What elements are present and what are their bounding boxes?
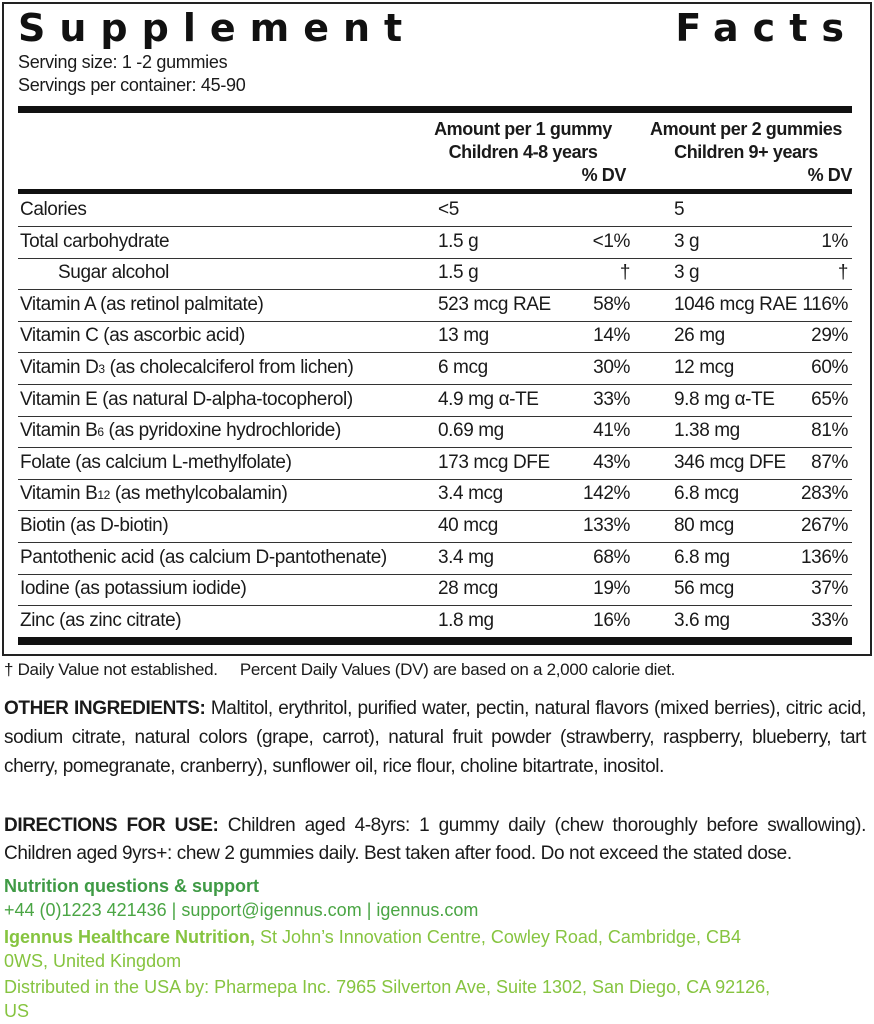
dv-1: 14% (593, 325, 630, 347)
dv-1: 16% (593, 609, 630, 631)
nutrient-name (20, 452, 292, 474)
directions-text: Children aged 4-8yrs: 1 gummy daily (chew thoroughly before swallowing). Children aged 9yrs+: chew 2 gummies daily. Best taken after food. Do not exceed the stated dose. (4, 815, 866, 864)
company-address (4, 925, 784, 973)
nutrient-label: Sugar alcohol (58, 262, 169, 284)
company-name: Igennus Healthcare Nutrition, (4, 927, 256, 947)
dv-2: 283% (801, 483, 848, 505)
table-row (18, 195, 852, 227)
amount-2: 26 mg (674, 325, 725, 347)
column-header-1 (420, 118, 626, 187)
nutrient-name (20, 515, 168, 537)
amount-2: 3 g (674, 230, 700, 252)
dv-1: 33% (593, 388, 630, 410)
nutrient-label: Vitamin D (20, 357, 99, 378)
nutrient-subscript: 12 (97, 488, 110, 503)
amount-1: 1.5 g (438, 230, 479, 252)
nutrient-source: (as pyridoxine hydrochloride) (103, 420, 341, 442)
amount-2: 1.38 mg (674, 420, 740, 442)
nutrient-label: Vitamin E (as natural D-alpha-tocopherol) (20, 388, 353, 410)
amount-1: 523 mcg RAE (438, 293, 551, 315)
other-ingredients-text: Maltitol, erythritol, purified water, pectin, natural flavors (mixed berries), citric acid, sodium citrate, natural colors (grape, carrot), natural fruit powder (strawberry, raspberry, blueberry, tart cherry, pomegranate, cranberry), sunflower oil, rice flour, choline bitartrate, inositol. (4, 698, 866, 777)
nutrient-name (20, 231, 169, 253)
amount-2: 9.8 mg α-TE (674, 388, 775, 410)
dv-2: 81% (811, 420, 848, 442)
dv-2: 60% (811, 357, 848, 378)
amount-2: 6.8 mcg (674, 483, 739, 505)
nutrient-label: Vitamin C (as ascorbic acid) (20, 325, 245, 347)
serving-size: Serving size: 1 -2 gummies (18, 52, 228, 72)
nutrient-label: Vitamin A (as retinol palmitate) (20, 293, 264, 315)
dv-2: 29% (811, 325, 848, 347)
support-heading: Nutrition questions & support (4, 876, 259, 896)
table-row (18, 385, 852, 417)
nutrient-name (20, 420, 341, 442)
distributor: Distributed in the USA by: Pharmepa Inc. 7965 Silverton Ave, Suite 1302, San Diego, CA 92126, US (4, 977, 771, 1021)
thick-divider (18, 189, 852, 194)
dv-1: 133% (583, 515, 630, 536)
amount-1: 3.4 mcg (438, 483, 503, 505)
dv-1: 68% (593, 546, 630, 568)
amount-1: <5 (438, 199, 459, 220)
dv-1: 41% (593, 420, 630, 442)
header-text: Amount per 2 gummies (649, 119, 843, 139)
footnote: † Daily Value not established. Percent Daily Values (DV) are based on a 2,000 calorie diet. (4, 660, 676, 679)
amount-2: 6.8 mg (674, 546, 730, 568)
nutrient-label: Calories (20, 199, 87, 220)
dv-1: 43% (593, 451, 630, 473)
amount-2: 12 mcg (674, 357, 734, 378)
directions (4, 812, 866, 868)
dv-2: † (837, 262, 848, 284)
dv-2: 267% (801, 515, 848, 536)
nutrient-name (20, 578, 246, 600)
amount-1: 13 mg (438, 325, 489, 347)
header-dv: % DV (581, 165, 626, 185)
nutrient-label: Biotin (as D-biotin) (20, 515, 169, 536)
amount-1: 3.4 mg (438, 546, 494, 568)
table-row (18, 574, 852, 606)
amount-1: 1.8 mg (438, 609, 494, 631)
dv-1: 58% (593, 293, 630, 315)
dv-1: 30% (593, 357, 630, 378)
dv-2: 37% (811, 578, 848, 600)
dv-1: 142% (583, 483, 630, 505)
table-row (18, 416, 852, 448)
dv-1: 19% (593, 578, 630, 600)
nutrient-label: Vitamin B (20, 483, 98, 505)
amount-2: 346 mcg DFE (674, 451, 786, 473)
nutrient-source: (as methylcobalamin) (109, 483, 288, 505)
amount-2: 3 g (674, 262, 700, 284)
amount-2: 5 (674, 199, 685, 220)
nutrient-name (20, 547, 387, 569)
title-word-facts: Facts (675, 6, 858, 50)
company-address-text: St John’s Innovation Centre, Cowley Road, Cambridge, CB4 0WS, United Kingdom (4, 927, 741, 971)
nutrient-name (20, 199, 87, 221)
amount-1: 4.9 mg α-TE (438, 388, 539, 410)
amount-2: 3.6 mg (674, 609, 730, 631)
amount-2: 56 mcg (674, 578, 734, 600)
amount-1: 1.5 g (438, 262, 479, 284)
nutrient-label: Folate (as calcium L-methylfolate) (20, 451, 292, 473)
table-row (18, 543, 852, 575)
amount-2: 80 mcg (674, 515, 734, 536)
title-word-supplement: Supplement (18, 6, 417, 50)
table-row (18, 227, 852, 259)
thick-divider (18, 637, 852, 645)
support-contact[interactable]: +44 (0)1223 421436 | support@igennus.com | igennus.com (4, 900, 479, 920)
nutrient-name (20, 389, 353, 411)
table-row (18, 479, 852, 511)
table-row (18, 321, 852, 353)
nutrient-source: (as cholecalciferol from lichen) (104, 357, 354, 378)
column-header-2 (640, 118, 852, 187)
table-row (18, 258, 852, 290)
amount-1: 28 mcg (438, 578, 498, 600)
dv-2: 1% (821, 230, 848, 252)
table-row (18, 606, 852, 638)
dv-2: 116% (802, 293, 848, 315)
table-row (18, 448, 852, 480)
servings-per-container: Servings per container: 45-90 (18, 75, 246, 95)
nutrient-label: Total carbohydrate (20, 230, 170, 252)
nutrient-name (20, 610, 181, 632)
nutrient-subscript: 6 (97, 425, 104, 440)
nutrient-label: Pantothenic acid (as calcium D-pantothenate) (20, 546, 387, 568)
panel-title (18, 6, 858, 50)
header-dv: % DV (807, 165, 852, 185)
amount-1: 173 mcg DFE (438, 451, 550, 473)
nutrient-label: Zinc (as zinc citrate) (20, 609, 182, 631)
thick-divider (18, 106, 852, 113)
directions-label: DIRECTIONS FOR USE: (4, 815, 219, 836)
dv-2: 65% (811, 388, 848, 410)
other-ingredients (4, 694, 866, 781)
nutrient-label: Iodine (as potassium iodide) (20, 578, 247, 600)
table-row (18, 290, 852, 322)
amount-1: 40 mcg (438, 515, 498, 536)
nutrient-name (20, 294, 263, 316)
nutrient-name (20, 325, 245, 347)
dv-2: 136% (801, 546, 848, 568)
nutrient-name (20, 357, 353, 379)
header-text: Children 9+ years (674, 142, 818, 162)
amount-2: 1046 mcg RAE (674, 293, 797, 315)
dv-2: 33% (811, 609, 848, 631)
table-row (18, 511, 852, 543)
header-text: Children 4-8 years (448, 142, 598, 162)
nutrient-name (58, 262, 169, 284)
nutrient-name (20, 483, 287, 505)
dv-1: † (619, 262, 630, 284)
other-ingredients-label: OTHER INGREDIENTS: (4, 698, 206, 719)
nutrient-subscript: 3 (98, 362, 105, 376)
table-row (18, 353, 852, 385)
amount-1: 0.69 mg (438, 420, 504, 442)
nutrient-label: Vitamin B (20, 420, 98, 442)
amount-1: 6 mcg (438, 357, 488, 378)
dv-1: <1% (592, 230, 630, 252)
dv-2: 87% (811, 451, 848, 473)
header-text: Amount per 1 gummy (434, 119, 612, 139)
